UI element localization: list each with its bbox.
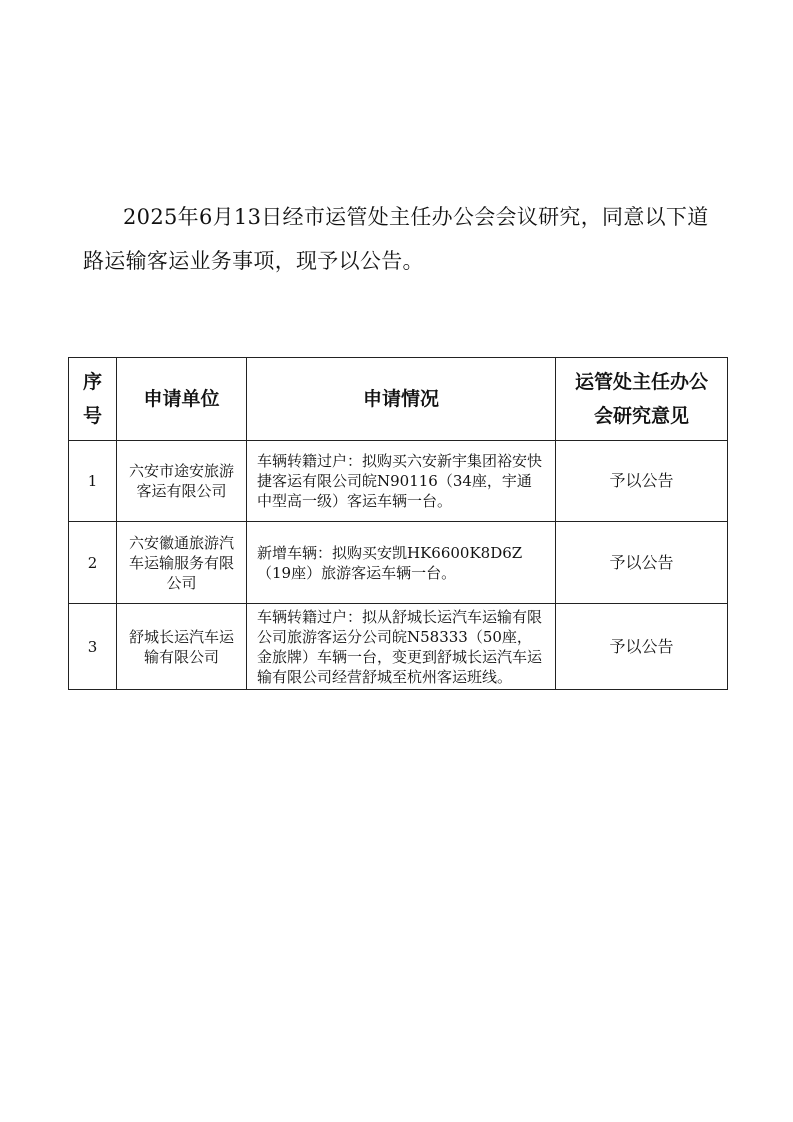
header-opinion-line1: 运管处主任办公 xyxy=(574,371,708,393)
approval-table xyxy=(68,357,728,690)
cell-opinion: 予以公告 xyxy=(556,604,728,690)
cell-detail: 新增车辆：拟购买安凯HK6600K8D6Z（19座）旅游客运车辆一台。 xyxy=(247,522,556,604)
cell-detail: 车辆转籍过户：拟从舒城长运汽车运输有限公司旅游客运分公司皖N58333（50座，金旅牌）车辆一台，变更到舒城长运汽车运输有限公司经营舒城至杭州客运班线。 xyxy=(247,604,556,690)
table-row xyxy=(69,604,728,690)
cell-seq: 2 xyxy=(69,522,117,604)
cell-opinion: 予以公告 xyxy=(556,522,728,604)
table-row xyxy=(69,441,728,522)
announcement-paragraph: 2025年6月13日经市运管处主任办公会会议研究，同意以下道路运输客运业务事项，现予以公告。 xyxy=(83,205,709,273)
table-row xyxy=(69,522,728,604)
header-unit: 申请单位 xyxy=(117,358,247,441)
header-opinion-line2: 会研究意见 xyxy=(593,405,689,427)
cell-seq: 3 xyxy=(69,604,117,690)
cell-unit: 六安徽通旅游汽车运输服务有限公司 xyxy=(117,522,247,604)
cell-detail: 车辆转籍过户：拟购买六安新宇集团裕安快捷客运有限公司皖N90116（34座，宇通中型高一级）客运车辆一台。 xyxy=(247,441,556,522)
cell-unit: 舒城长运汽车运输有限公司 xyxy=(117,604,247,690)
header-seq xyxy=(69,358,117,441)
cell-seq: 1 xyxy=(69,441,117,522)
header-seq-line1: 序 xyxy=(82,371,102,393)
table-header-row xyxy=(69,358,728,441)
cell-unit: 六安市途安旅游客运有限公司 xyxy=(117,441,247,522)
header-opinion xyxy=(556,358,728,441)
header-detail: 申请情况 xyxy=(247,358,556,441)
cell-opinion: 予以公告 xyxy=(556,441,728,522)
header-seq-line2: 号 xyxy=(82,405,102,427)
